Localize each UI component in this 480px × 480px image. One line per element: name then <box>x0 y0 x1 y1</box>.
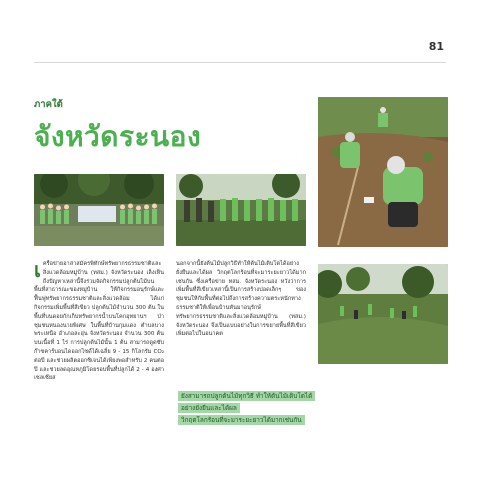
highlight-line-1: ยังสามารถปลูกต้นไม้ทุกวิธี ทำให้ต้นไม้เติบโตได้อย่างยั่งยืนและได้ผล <box>178 391 315 413</box>
photo-planting-group <box>176 174 306 246</box>
photo-planting-field <box>318 264 448 364</box>
highlight-line-2: วิกฤตโลกร้อนที่จะมาระยะยาวได้มากเช่นกัน <box>178 415 305 425</box>
article-column-2 <box>176 260 306 339</box>
header-rule <box>34 62 446 63</box>
article-column-1 <box>34 260 164 383</box>
page-number: 81 <box>428 40 444 53</box>
photo-planting-closeup <box>318 97 448 247</box>
article-col1-text: ครือข่ายอาสาสมัครพิทักษ์ทรัพยากรธรรมชาติและสิ่งแวดล้อมหมู่บ้าน (ทสม.) จังหวัดระนอง เล็งเห็นถึงปัญหาเหล่านี้จึงร่วมจัดกิจกรรมปลูกต้นไม้บนพื้นที่สาธารณะของหมู่บ้าน ให้กิจกรรมอนุรักษ์และฟื้นฟูทรัพยากรธรรมชาติและสิ่งแวดล้อม ได้แก่ กิจกรรมเพิ่มพื้นที่สีเขียว ปลูกต้นไม้จำนวน 300 ต้น ในพื้นที่บนดอยกักเก็บทรัพยากรน้ำบนโคกอุทยานฯ ป่าชุมชนหนองนายพิเศษ ในพื้นที่บ้านกุมแดง ตำบลบางพระเหนือ อำเภอละอุ่น จังหวัดระนอง จำนวน 300 ต้นบนเนื้อที่ 1 ไร่ การปลูกต้นไม้นั้น 1 ต้น สามารถดูดซับก๊าซคาร์บอนไดออกไซด์ได้เฉลี่ย 9 - 15 กิโลกรัม CO₂ ต่อปี และช่วยผลิตออกซิเจนได้เพียงพอสำหรับ 2 คนต่อปี และช่วยลดอุณหภูมิโดยรอบพื้นที่ปลูกได้ 2 - 4 องศาเซลเซียส <box>34 261 164 382</box>
dropcap: เ <box>34 258 41 282</box>
highlight-quote <box>178 390 313 426</box>
photo-group-ceremony <box>34 174 164 246</box>
article-col2-text: นอกจากนี้ยังต้นไม้ปลูกวิธีทำให้ต้นไม้เติบโตได้อย่างยั่งยืนและได้ผล วิกฤตโลกร้อนที่จะมาระยะยาวได้มากเช่นกัน ซึ่งเครือข่าย ทสม. จังหวัดระนอง หวังว่าการเพิ่มพื้นที่สีเขียวเหล่านี้เป็นการสร้างปอดเล็กๆ ของชุมชนให้กับพื้นที่ต่อไปถึงการสร้างความตระหนักทางธรรมชาติให้เพื่อนบ้านหันมาอนุรักษ์ทรัพยากรธรรมชาติและสิ่งแวดล้อมหมู่บ้าน (ทสม.) จังหวัดระนอง จึงเป็นแบบอย่างในการขยายพื้นที่สีเขียวเพิ่มต่อไปในอนาคต <box>176 261 306 338</box>
page-title: จังหวัดระนอง <box>34 120 202 153</box>
region-label: ภาคใต้ <box>34 99 63 110</box>
